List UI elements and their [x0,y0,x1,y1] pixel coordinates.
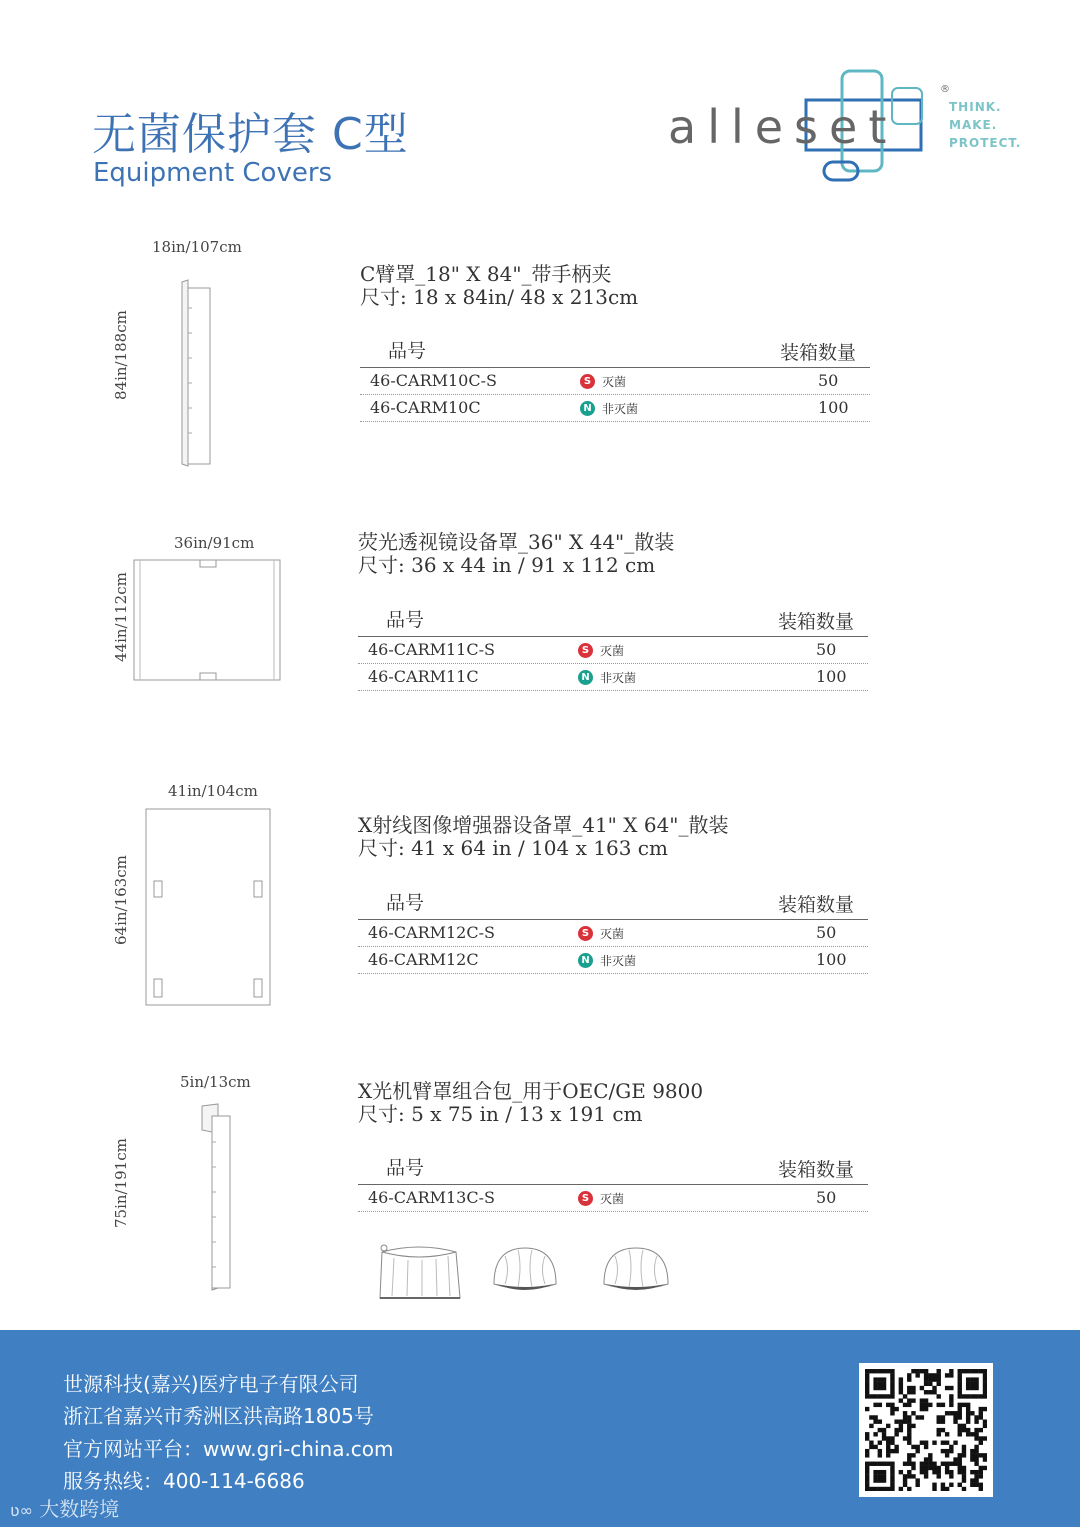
footer [0,1330,1080,1527]
sku-cell: 46-CARM12C [368,950,479,969]
bag-illustration [374,1238,464,1302]
non-sterile-badge-icon: N [580,401,595,416]
sterility-cell: 非灭菌 [600,954,637,968]
table-row [358,637,868,664]
watermark-text: 大数跨境 [39,1497,120,1521]
table-row [358,664,868,691]
sterility-cell: 灭菌 [602,375,627,389]
product-carm10c [0,230,1080,480]
column-header-qty: 装箱数量 [778,894,855,916]
product-size: 尺寸: 18 x 84in/ 48 x 213cm [360,285,639,309]
table-row [358,947,868,974]
cover-illustration [130,558,284,682]
website-link[interactable]: 官方网站平台：www.gri-china.com [63,1437,394,1461]
dimension-height: 64in/163cm [112,855,130,945]
qty-cell: 50 [816,923,837,942]
sterile-badge-icon: S [578,926,593,941]
sterile-badge-icon: S [578,643,593,658]
product-carm11c [0,525,1080,705]
qty-cell: 100 [816,667,847,686]
non-sterile-badge-icon: N [578,953,593,968]
qty-cell: 50 [816,640,837,659]
qr-code-icon[interactable] [859,1363,993,1497]
alleset-logo [668,66,1038,186]
product-size: 尺寸: 5 x 75 in / 13 x 191 cm [358,1102,643,1126]
dimension-width: 5in/13cm [180,1073,251,1091]
dimension-width: 36in/91cm [174,534,255,552]
sku-cell: 46-CARM10C [370,398,481,417]
column-header-sku: 品号 [386,1157,425,1179]
hotline-text: 服务热线：400-114-6686 [63,1469,305,1493]
dimension-height: 75in/191cm [112,1138,130,1228]
watermark-logo-icon: ʋ∞ [10,1501,33,1520]
non-sterile-badge-icon: N [578,670,593,685]
table-row [358,920,868,947]
sterility-cell: 灭菌 [600,1192,625,1206]
page-subtitle: Equipment Covers [93,158,333,188]
product-table [358,888,868,978]
product-table [358,1153,868,1215]
cap-illustration [600,1244,672,1298]
dimension-width: 18in/107cm [152,238,242,256]
sterility-cell: 非灭菌 [600,671,637,685]
column-header-qty: 装箱数量 [778,611,855,633]
dimension-height: 44in/112cm [112,572,130,662]
sku-cell: 46-CARM11C-S [368,640,495,659]
page-title: 无菌保护套 C型 [92,109,409,160]
column-header-qty: 装箱数量 [778,1159,855,1181]
product-table [360,336,870,426]
company-address: 浙江省嘉兴市秀洲区洪高路1805号 [63,1404,374,1428]
column-header-sku: 品号 [386,609,425,631]
cap-illustration [490,1244,560,1298]
sterile-badge-icon: S [580,374,595,389]
company-name: 世源科技(嘉兴)医疗电子有限公司 [63,1372,359,1396]
sterility-cell: 非灭菌 [602,402,639,416]
qty-cell: 50 [818,371,839,390]
qty-cell: 100 [818,398,849,417]
column-header-sku: 品号 [388,340,427,362]
sterility-cell: 灭菌 [600,927,625,941]
product-carm12c [0,775,1080,1015]
logo-wordmark: alleset [668,100,898,154]
product-title: 荧光透视镜设备罩_36" X 44"_散装 [358,530,675,554]
sterility-cell: 灭菌 [600,644,625,658]
table-row [360,395,870,422]
column-header-sku: 品号 [386,892,425,914]
product-size: 尺寸: 36 x 44 in / 91 x 112 cm [358,553,656,577]
logo-tagline: THINK. MAKE. PROTECT. [949,100,1022,150]
watermark [10,1493,119,1522]
product-title: C臂罩_18" X 84"_带手柄夹 [360,262,612,286]
cover-illustration [176,278,216,468]
sku-cell: 46-CARM12C-S [368,923,495,942]
cover-illustration [198,1102,238,1292]
table-row [360,368,870,395]
sku-cell: 46-CARM10C-S [370,371,497,390]
sterile-badge-icon: S [578,1191,593,1206]
product-carm13c [0,1066,1080,1306]
table-row [358,1185,868,1212]
dimension-height: 84in/188cm [112,310,130,400]
qty-cell: 100 [816,950,847,969]
product-table [358,605,868,695]
cover-illustration [144,807,274,1007]
qty-cell: 50 [816,1188,837,1207]
column-header-qty: 装箱数量 [780,342,857,364]
registered-mark: ® [940,84,950,95]
dimension-width: 41in/104cm [168,782,258,800]
sku-cell: 46-CARM13C-S [368,1188,495,1207]
sku-cell: 46-CARM11C [368,667,479,686]
product-title: X射线图像增强器设备罩_41" X 64"_散装 [358,813,729,837]
product-size: 尺寸: 41 x 64 in / 104 x 163 cm [358,836,668,860]
product-title: X光机臂罩组合包_用于OEC/GE 9800 [358,1079,704,1103]
